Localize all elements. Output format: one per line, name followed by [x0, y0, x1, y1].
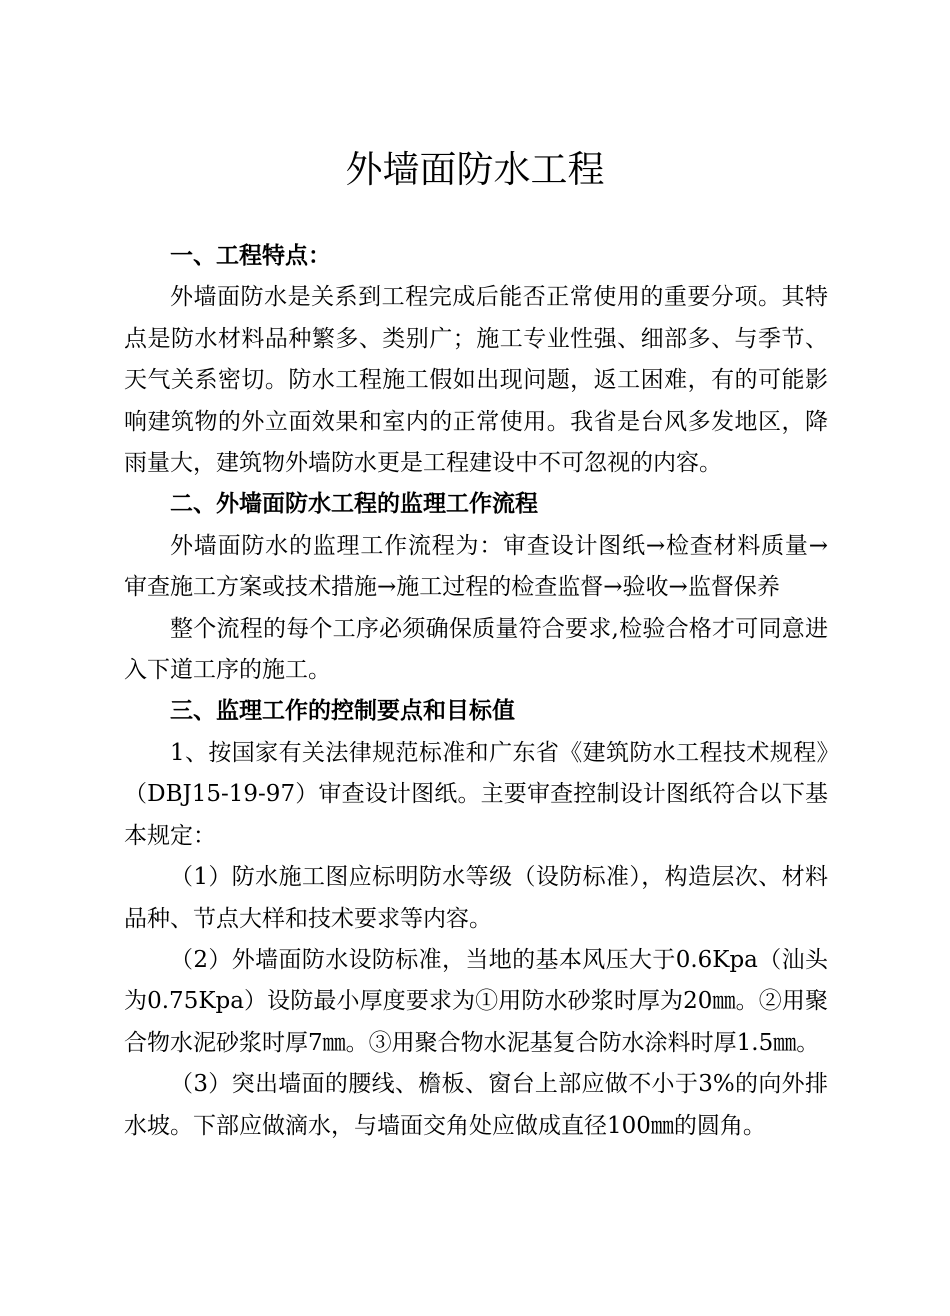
paragraph: （2）外墙面防水设防标准，当地的基本风压大于0.6Kpa（汕头为0.75Kpa）设防最小厚度要求为①用防水砂浆时厚为20㎜。②用聚合物水泥砂浆时厚7㎜。③用聚合物水泥基复合防水涂料时厚1.5㎜。 — [124, 946, 828, 1056]
document-body — [124, 236, 828, 1147]
paragraph: （1）防水施工图应标明防水等级（设防标准），构造层次、材料品种、节点大样和技术要求等内容。 — [124, 864, 828, 932]
paragraph: （3）突出墙面的腰线、檐板、窗台上部应做不小于3%的向外排水坡。下部应做滴水，与墙面交角处应做成直径100㎜的圆角。 — [124, 1071, 828, 1139]
section-heading: 三、监理工作的控制要点和目标值 — [170, 698, 515, 725]
paragraph: 外墙面防水是关系到工程完成后能否正常使用的重要分项。其特点是防水材料品种繁多、类别广；施工专业性强、细部多、与季节、天气关系密切。防水工程施工假如出现问题，返工困难，有的可能影响建筑物的外立面效果和室内的正常使用。我省是台风多发地区，降雨量大，建筑物外墙防水更是工程建设中不可忽视的内容。 — [124, 284, 828, 477]
paragraph: 整个流程的每个工序必须确保质量符合要求,检验合格才可同意进入下道工序的施工。 — [124, 615, 828, 684]
document-title: 外墙面防水工程 — [345, 148, 605, 191]
paragraph: 外墙面防水的监理工作流程为：审查设计图纸→检查材料质量→审查施工方案或技术措施→施工过程的检查监督→验收→监督保养 — [124, 532, 828, 601]
paragraph: 1、按国家有关法律规范标准和广东省《建筑防水工程技术规程》（DBJ15-19-97）审查设计图纸。主要审查控制设计图纸符合以下基本规定： — [124, 739, 828, 849]
section-heading: 一、工程特点： — [170, 243, 331, 269]
section-heading: 二、外墙面防水工程的监理工作流程 — [170, 491, 538, 518]
